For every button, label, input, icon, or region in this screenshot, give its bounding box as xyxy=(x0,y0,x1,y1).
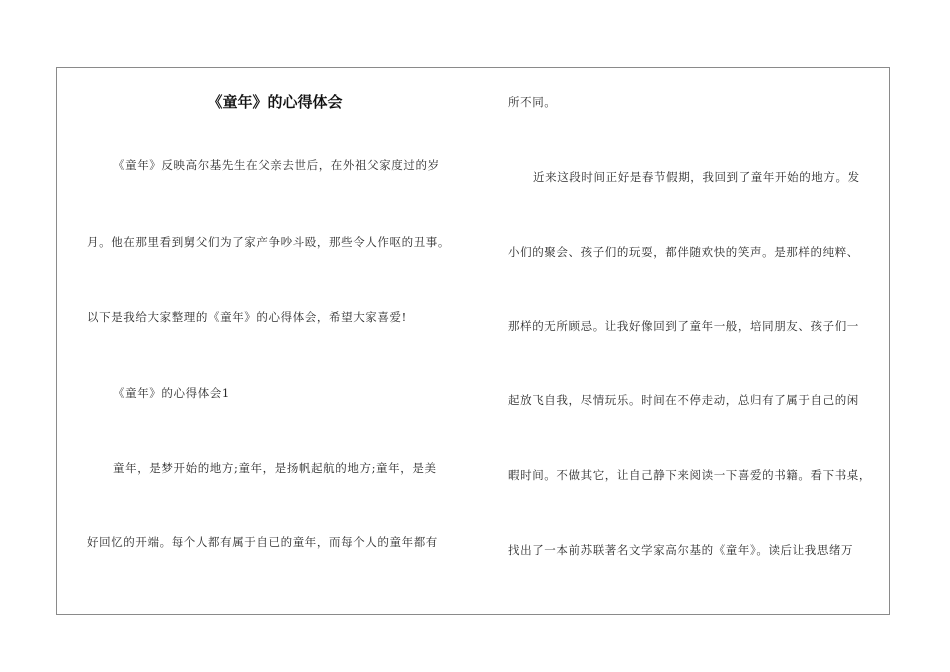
left-line-3: 以下是我给大家整理的《童年》的心得体会，希望大家喜爱! xyxy=(87,310,407,324)
document-title: 《童年》的心得体会 xyxy=(207,93,343,111)
right-line-4: 那样的无所顾忌。让我好像回到了童年一般，培同朋友、孩子们一 xyxy=(508,319,859,333)
left-line-6: 好回忆的开端。每个人都有属于自已的童年，而每个人的童年都有 xyxy=(87,535,438,549)
right-line-5: 起放飞自我，尽情玩乐。时间在不停走动，总归有了属于自己的闲 xyxy=(508,393,859,407)
page-frame xyxy=(56,67,890,615)
right-line-3: 小们的聚会、孩子们的玩耍，都伴随欢快的笑声。是那样的纯粹、 xyxy=(508,245,859,259)
left-line-1: 《童年》反映高尔基先生在父亲去世后，在外祖父家度过的岁 xyxy=(113,158,440,172)
section-heading: 《童年》的心得体会1 xyxy=(113,386,230,400)
left-line-2: 月。他在那里看到舅父们为了家产争吵斗殴，那些令人作呕的丑事。 xyxy=(87,235,450,249)
right-line-6: 暇时间。不做其它，让自己静下来阅读一下喜爱的书籍。看下书桌， xyxy=(508,468,871,482)
left-line-5: 童年，是梦开始的地方;童年，是扬帆起航的地方;童年，是美 xyxy=(113,461,437,475)
right-line-7: 找出了一本前苏联著名文学家高尔基的《童年》。读后让我思绪万 xyxy=(508,543,854,557)
right-line-1: 所不同。 xyxy=(508,95,557,109)
right-line-2: 近来这段时间正好是春节假期，我回到了童年开始的地方。发 xyxy=(533,170,860,184)
